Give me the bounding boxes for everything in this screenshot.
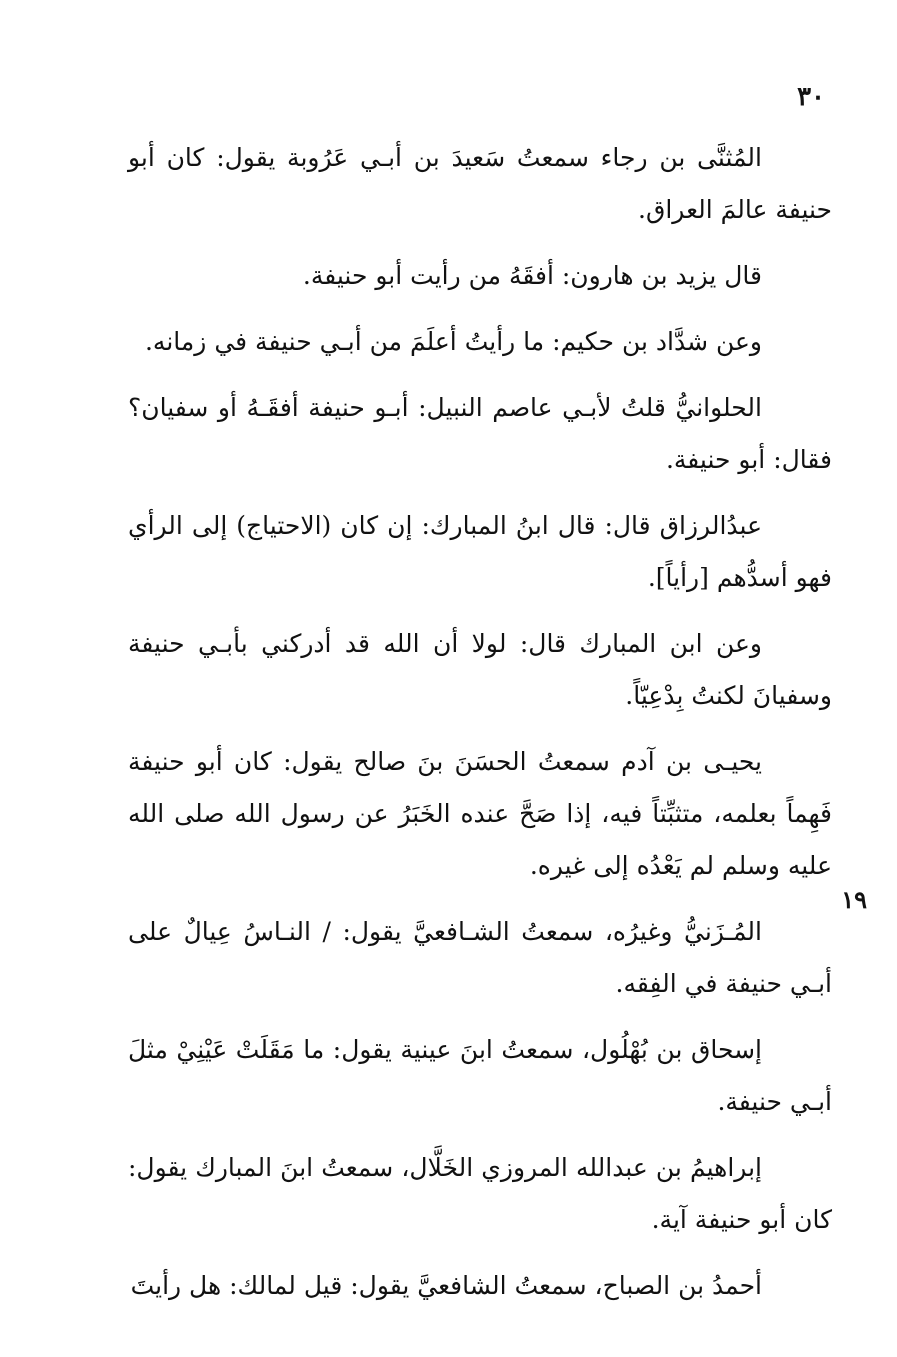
paragraph: المُـزَنيُّ وغيرُه، سمعتُ الشـافعيَّ يقول: / النـاسُ عِيالٌ على أبـي حنيفة في الفِقه. xyxy=(128,917,832,998)
body-text xyxy=(128,132,832,1318)
paragraph: يحيـى بن آدم سمعتُ الحسَنَ بنَ صالح يقول: كان أبو حنيفة فَهِماً بعلمه، متثبِّتاً فيه، إذا صَحَّ عنده الخَبَرُ عن رسول الله صلى الله عليه وسلم لم يَعْدُه إلى غيره. xyxy=(128,747,832,880)
paragraph: إبراهيمُ بن عبدالله المروزي الخَلَّال، سمعتُ ابنَ المبارك يقول: كان أبو حنيفة آية. xyxy=(128,1153,832,1234)
paragraph: إسحاق بن بُهْلُول، سمعتُ ابنَ عينية يقول: ما مَقَلَتْ عَيْنِيْ مثلَ أبـي حنيفة. xyxy=(128,1035,832,1116)
paragraph: قال يزيد بن هارون: أفقَهُ من رأيت أبو حنيفة. xyxy=(302,261,762,290)
paragraph: وعن ابن المبارك قال: لولا أن الله قد أدركني بأبـي حنيفة وسفيانَ لكنتُ بِدْعِيّاً. xyxy=(128,629,832,710)
paragraph: عبدُالرزاق قال: قال ابنُ المبارك: إن كان (الاحتياج) إلى الرأي فهو أسدُّهم [رأياً]. xyxy=(128,511,832,592)
page-number: ٣٠ xyxy=(797,82,825,112)
paragraph: أحمدُ بن الصباح، سمعتُ الشافعيَّ يقول: قيل لمالك: هل رأيتَ xyxy=(130,1271,762,1300)
paragraph: الحلوانيُّ قلتُ لأبـي عاصم النبيل: أبـو حنيفة أفقَـهُ أو سفيان؟ فقال: أبو حنيفة. xyxy=(128,393,832,474)
paragraph: المُثنَّى بن رجاء سمعتُ سَعيدَ بن أبـي عَرُوبة يقول: كان أبو حنيفة عالمَ العراق. xyxy=(128,143,832,224)
margin-marker: ١٩ xyxy=(841,885,867,914)
paragraph: وعن شدَّاد بن حكيم: ما رأيتُ أعلَمَ من أبـي حنيفة في زمانه. xyxy=(144,327,762,356)
